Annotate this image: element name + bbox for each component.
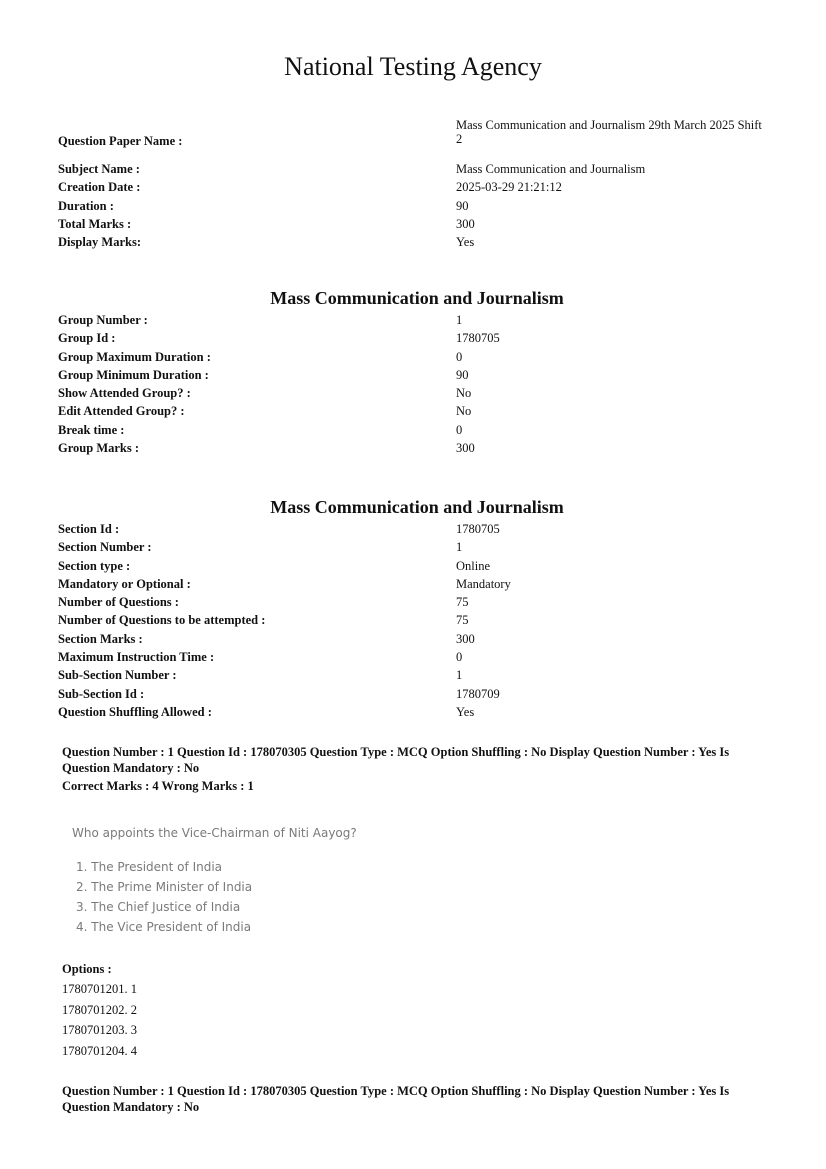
option-item: 1780701202. 2	[62, 1002, 137, 1017]
group-info-value: 1780705	[456, 331, 500, 346]
option-item: 1780701203. 3	[62, 1023, 137, 1037]
paper-info-label: Duration :	[58, 198, 114, 213]
section-info-label: Maximum Instruction Time :	[58, 650, 215, 665]
paper-info-row	[58, 197, 778, 215]
group-info-label: Group Id :	[58, 331, 116, 346]
section-info-label: Section Number :	[58, 540, 152, 555]
group-info-row	[58, 421, 778, 439]
group-heading: Mass Communication and Journalism	[270, 288, 564, 308]
section-info-label: Mandatory or Optional :	[58, 576, 191, 591]
group-info-value: 0	[456, 422, 463, 437]
paper-info-row	[58, 233, 778, 251]
group-info-row	[58, 329, 778, 347]
section-info-row	[58, 648, 778, 666]
group-info-label: Show Attended Group? :	[58, 386, 191, 401]
group-info-table	[58, 311, 778, 457]
question-choice: 3. The Chief Justice of India	[76, 900, 241, 914]
section-heading: Mass Communication and Journalism	[270, 497, 564, 517]
section-info-label: Number of Questions :	[58, 595, 179, 610]
section-info-label: Sub-Section Id :	[58, 686, 145, 701]
section-info-table	[58, 520, 778, 721]
section-info-value: 1	[456, 540, 463, 555]
paper-info-row	[58, 178, 778, 196]
section-info-value: 300	[456, 631, 475, 646]
section-info-value: Yes	[456, 704, 475, 719]
section-info-value: 1	[456, 668, 463, 683]
question-info-line: Question Number : 1 Question Id : 178070305 Question Type : MCQ Option Shuffling : No Display Question Number : Yes Is	[62, 1084, 730, 1098]
question-choice: 4. The Vice President of India	[76, 920, 252, 934]
group-info-value: No	[456, 404, 472, 419]
section-info-value: Mandatory	[456, 576, 511, 591]
page-title: National Testing Agency	[284, 52, 542, 81]
section-info-label: Number of Questions to be attempted :	[58, 613, 266, 628]
section-info-label: Question Shuffling Allowed :	[58, 704, 212, 719]
options-list	[62, 979, 137, 1061]
question-info-line: Question Mandatory : No	[62, 761, 200, 775]
group-info-row	[58, 384, 778, 402]
section-info-row	[58, 520, 778, 538]
paper-info-label: Question Paper Name :	[58, 134, 183, 148]
group-info-row	[58, 439, 778, 457]
paper-info-row	[58, 160, 778, 178]
paper-info-row	[58, 118, 778, 160]
paper-info-value: Mass Communication and Journalism	[456, 162, 646, 176]
question-info	[62, 1083, 782, 1115]
paper-info-value: 300	[456, 216, 475, 231]
options-label: Options :	[62, 962, 112, 976]
paper-info-value: 2025-03-29 21:21:12	[456, 180, 562, 195]
group-info-value: 1	[456, 313, 463, 327]
section-info-value: 75	[456, 595, 469, 610]
section-info-row	[58, 538, 778, 556]
question-image	[72, 822, 392, 942]
question-text: Who appoints the Vice-Chairman of Niti Aayog?	[72, 826, 357, 840]
paper-info-label: Creation Date :	[58, 180, 141, 195]
section-info-row	[58, 557, 778, 575]
section-info-label: Section Marks :	[58, 631, 143, 646]
group-info-label: Group Maximum Duration :	[58, 349, 211, 364]
group-info-row	[58, 348, 778, 366]
paper-info-label: Display Marks:	[58, 235, 141, 250]
question-choice: 1. The President of India	[76, 860, 223, 874]
section-info-value: 75	[456, 613, 469, 628]
group-info-row	[58, 402, 778, 420]
paper-info-value: Yes	[456, 235, 475, 250]
section-info-value: 1780705	[456, 522, 500, 536]
question-choice: 2. The Prime Minister of India	[76, 880, 253, 894]
group-info-label: Group Marks :	[58, 441, 140, 456]
section-info-row	[58, 630, 778, 648]
group-info-row	[58, 366, 778, 384]
group-info-value: 0	[456, 349, 463, 364]
section-info-label: Sub-Section Number :	[58, 668, 177, 683]
question-marks: Correct Marks : 4 Wrong Marks : 1	[62, 779, 254, 793]
section-info-row	[58, 611, 778, 629]
group-info-value: No	[456, 386, 472, 401]
group-info-value: 300	[456, 441, 475, 456]
group-info-label: Group Number :	[58, 313, 148, 327]
section-info-value: 1780709	[456, 686, 500, 701]
group-info-row	[58, 311, 778, 329]
section-info-value: 0	[456, 650, 463, 665]
section-info-row	[58, 685, 778, 703]
question-info	[62, 744, 782, 794]
section-info-label: Section type :	[58, 558, 131, 573]
paper-info-row	[58, 215, 778, 233]
group-info-label: Edit Attended Group? :	[58, 404, 185, 419]
group-info-value: 90	[456, 367, 469, 382]
paper-info-table	[58, 118, 778, 251]
group-info-label: Group Minimum Duration :	[58, 367, 209, 382]
section-info-value: Online	[456, 558, 491, 573]
question-info-line: Question Mandatory : No	[62, 1100, 200, 1114]
paper-info-value: 90	[456, 198, 469, 213]
section-info-row	[58, 703, 778, 721]
section-info-row	[58, 666, 778, 684]
option-item: 1780701204. 4	[62, 1043, 137, 1058]
paper-info-label: Total Marks :	[58, 216, 132, 231]
section-info-row	[58, 575, 778, 593]
group-info-label: Break time :	[58, 422, 125, 437]
paper-info-label: Subject Name :	[58, 162, 140, 176]
question-info-line: Question Number : 1 Question Id : 178070305 Question Type : MCQ Option Shuffling : No Display Question Number : Yes Is	[62, 745, 730, 759]
section-info-row	[58, 593, 778, 611]
paper-info-value: Mass Communication and Journalism 29th March 2025 Shift 2	[456, 118, 762, 146]
section-info-label: Section Id :	[58, 522, 120, 536]
option-item: 1780701201. 1	[62, 982, 137, 996]
